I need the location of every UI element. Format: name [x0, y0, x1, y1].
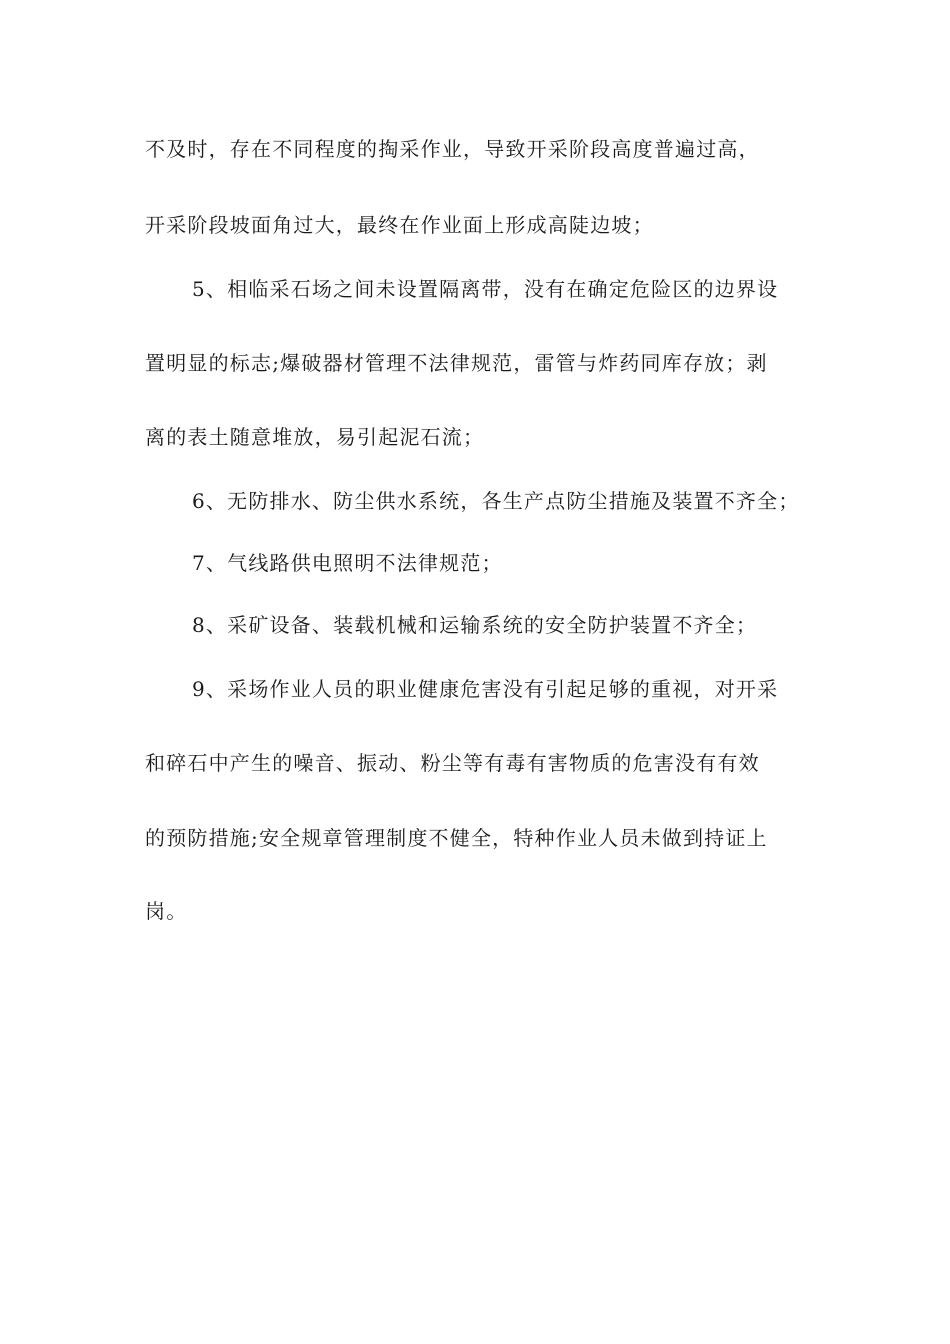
paragraph-4-line-1: 不及时，存在不同程度的掏采作业，导致开采阶段高度普遍过高，: [145, 137, 760, 161]
paragraph-6: 6、无防排水、防尘供水系统，各生产点防尘措施及装置不齐全；: [192, 489, 800, 513]
paragraph-4-line-2: 开采阶段坡面角过大，最终在作业面上形成高陡边坡；: [145, 213, 654, 237]
paragraph-9-line-1: 9、采场作业人员的职业健康危害没有引起足够的重视，对开采: [192, 677, 779, 701]
paragraph-9-line-3: 的预防措施;安全规章管理制度不健全，特种作业人员未做到持证上: [145, 826, 768, 850]
paragraph-5-line-1: 5、相临采石场之间未设置隔离带，没有在确定危险区的边界设: [192, 277, 779, 301]
paragraph-8: 8、采矿设备、装载机械和运输系统的安全防护装置不齐全；: [192, 613, 758, 637]
paragraph-5-line-2: 置明显的标志;爆破器材管理不法律规范，雷管与炸药同库存放；剥: [145, 351, 768, 375]
paragraph-9-line-4: 岗。: [145, 899, 188, 923]
paragraph-7: 7、气线路供电照明不法律规范；: [192, 551, 503, 575]
paragraph-9-line-2: 和碎石中产生的噪音、振动、粉尘等有毒有害物质的危害没有有效: [145, 751, 760, 775]
paragraph-5-line-3: 离的表土随意堆放，易引起泥石流；: [145, 425, 485, 449]
